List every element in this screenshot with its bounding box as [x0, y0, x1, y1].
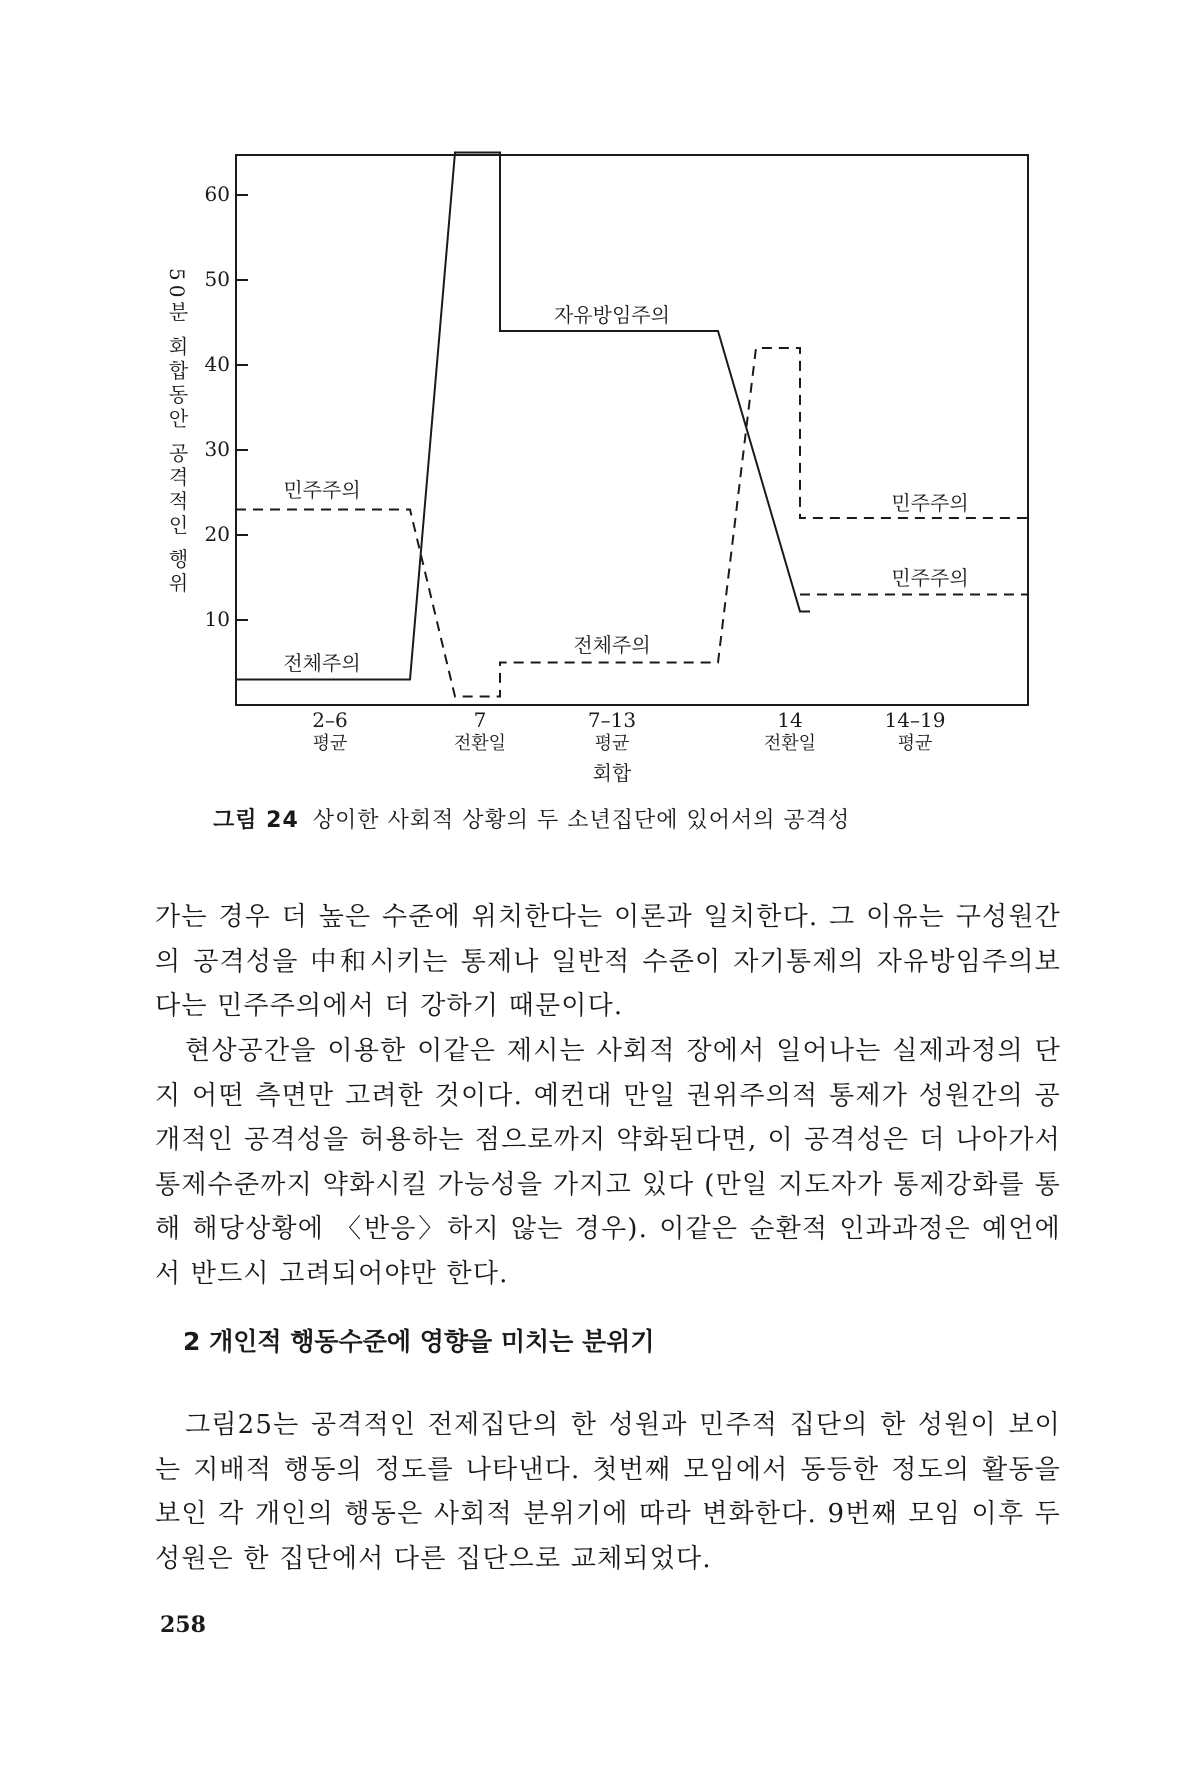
y-tick-label: 40 — [204, 352, 230, 376]
mid-label-autocratic: 전체주의 — [573, 633, 651, 657]
x-tick-sublabel: 평균 — [312, 733, 348, 754]
series-line-0 — [236, 153, 810, 680]
x-axis-title: 회합 — [592, 761, 632, 785]
x-axis — [312, 708, 945, 754]
laissez-faire-label: 자유방임주의 — [554, 303, 670, 327]
x-tick-label: 7 — [473, 708, 487, 732]
x-tick-label: 7–13 — [587, 708, 637, 732]
plot-frame — [236, 155, 1028, 705]
figure-number: 그림 24 — [213, 808, 299, 833]
x-tick-sublabel: 평균 — [594, 733, 630, 754]
x-tick-sublabel: 평균 — [897, 733, 933, 754]
right-label-democratic-lower: 민주주의 — [891, 566, 969, 590]
paragraph-3: 그림25는 공격적인 전제집단의 한 성원과 민주적 집단의 한 성원이 보이는 지배적 행동의 정도를 나타낸다. 첫번째 모임에서 동등한 정도의 활동을 보인 각 개인의 행동은 사회적 분위기에 따라 변화한다. 9번째 모임 이후 두 성원은 한 집단에서 다른 집단으로 교체되었다. — [155, 1410, 1061, 1574]
y-tick-label: 60 — [204, 182, 230, 206]
y-tick-label: 10 — [204, 607, 230, 631]
x-tick-sublabel: 전환일 — [453, 733, 507, 754]
y-axis — [205, 182, 248, 631]
line-labels — [283, 303, 968, 675]
right-label-democratic-upper: 민주주의 — [891, 491, 969, 515]
series-group — [236, 153, 1028, 697]
x-tick-label: 14 — [777, 708, 803, 732]
x-tick-label: 2–6 — [312, 708, 348, 732]
x-tick-sublabel: 전환일 — [763, 733, 817, 754]
caption-text: 상이한 사회적 상황의 두 소년집단에 있어서의 공격성 — [312, 808, 851, 833]
y-axis-title: 50분 회합동안 공격적인 행위 — [165, 268, 189, 597]
aggression-chart — [0, 0, 1193, 790]
page-number: 258 — [160, 1612, 206, 1638]
start-label-democratic: 민주주의 — [283, 478, 361, 502]
paragraph-2: 현상공간을 이용한 이같은 제시는 사회적 장에서 일어나는 실제과정의 단지 어떤 측면만 고려한 것이다. 예컨대 만일 권위주의적 통제가 성원간의 공개적인 공격성을 허용하는 점으로까지 약화된다면, 이 공격성은 더 나아가서 통제수준까지 약화시킬 가능성을 가지고 있다 (만일 지도자가 통제강화를 통해 해당상황에 〈반응〉하지 않는 경우). 이같은 순환적 인과과정은 예언에서 반드시 고려되어야만 한다. — [155, 1036, 1061, 1289]
paragraph-1: 가는 경우 더 높은 수준에 위치한다는 이론과 일치한다. 그 이유는 구성원간의 공격성을 中和시키는 통제나 일반적 수준이 자기통제의 자유방임주의보다는 민주주의에서 더 강하기 때문이다. — [155, 902, 1061, 1021]
x-tick-label: 14–19 — [884, 708, 946, 732]
y-tick-label: 50 — [204, 267, 230, 291]
figure-caption — [213, 803, 1013, 834]
start-label-autocratic: 전체주의 — [283, 651, 361, 675]
section-heading: 2 개인적 행동수준에 영향을 미치는 분위기 — [183, 1327, 655, 1356]
y-tick-label: 20 — [204, 522, 230, 546]
y-tick-label: 30 — [204, 437, 230, 461]
